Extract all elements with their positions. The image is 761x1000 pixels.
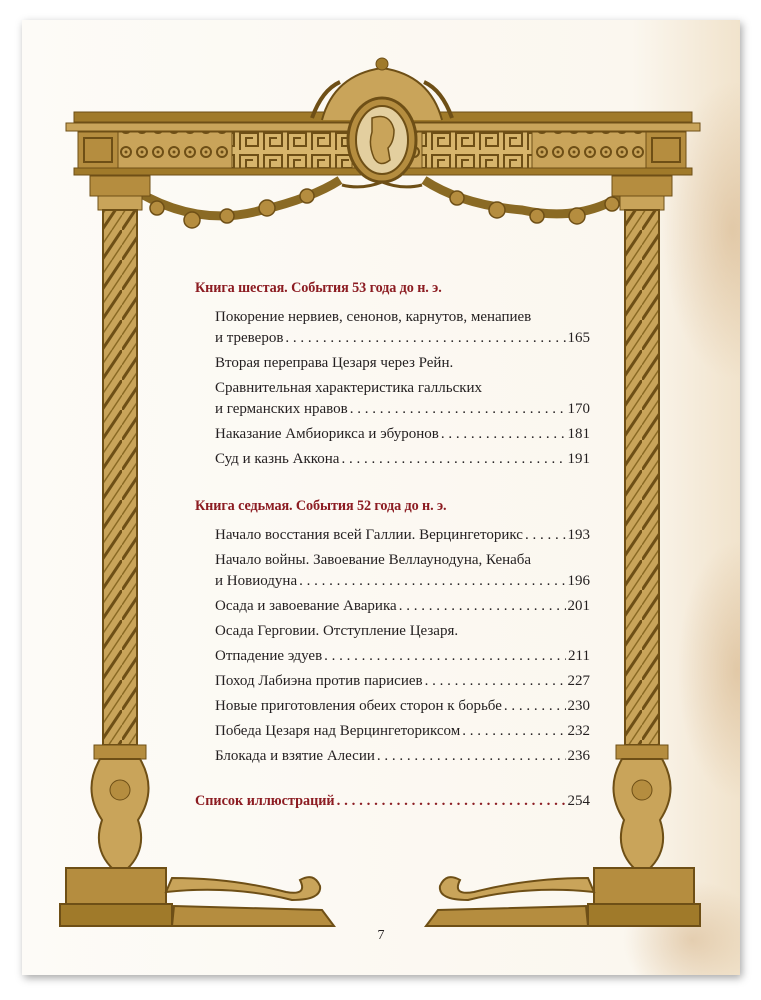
book7-heading: Книга седьмая. События 52 года до н. э. (195, 498, 447, 514)
dot-leader (324, 646, 566, 667)
toc-entry[interactable] (215, 621, 590, 642)
page-number: 7 (377, 928, 385, 943)
toc-entry-title: Отпадение эдуев (215, 648, 323, 664)
toc-entry-title: Осада и завоевание Аварика (215, 598, 397, 614)
toc-entry[interactable] (215, 721, 590, 742)
toc-entry-title: Вторая переправа Цезаря через Рейн. (215, 355, 454, 371)
toc-entry-title: Осада Герговии. Отступление Цезаря. (215, 623, 459, 639)
toc-entry[interactable] (215, 525, 590, 546)
toc-entry-title: Суд и казнь Аккона (215, 451, 340, 467)
dot-leader (399, 596, 566, 617)
toc-entry-page: 193 (567, 527, 590, 543)
toc-entry-title: Начало войны. Завоевание Веллаунодуна, Кенаба (215, 552, 532, 568)
toc-entry[interactable] (215, 550, 590, 592)
toc-entry-page: 232 (567, 723, 590, 739)
toc-entry-title: Сравнительная характеристика галльских (215, 380, 483, 396)
dot-leader (441, 424, 566, 445)
toc-entry[interactable] (215, 378, 590, 420)
toc-entry-page: 211 (568, 648, 590, 664)
toc-entry-page: 227 (567, 673, 590, 689)
dot-leader (341, 449, 565, 470)
illustrations-title: Список иллюстраций (195, 793, 335, 809)
dot-leader (504, 696, 566, 717)
flower-garlands (107, 180, 655, 253)
toc-entry-page: 236 (567, 748, 590, 764)
toc-entry-title: Победа Цезаря над Верцингеториксом (215, 723, 461, 739)
toc-entry-title: Новые приготовления обеих сторон к борьбе (215, 698, 502, 714)
toc-entry-title: и Новиодуна (215, 573, 298, 589)
toc-entry[interactable] (215, 646, 590, 667)
illustrations-page: 254 (567, 793, 590, 809)
toc-entry-page: 165 (567, 330, 590, 346)
toc-entry-title: Покорение нервиев, сенонов, карнутов, менапиев (215, 309, 532, 325)
dot-leader (350, 399, 566, 420)
toc-entry-page: 191 (567, 451, 590, 467)
toc-entry-page: 196 (567, 573, 590, 589)
toc-entry-title: Начало восстания всей Галлии. Верцингеторикс (215, 527, 523, 543)
toc-entry[interactable] (215, 449, 590, 470)
dot-leader (525, 525, 566, 546)
toc-entry-title: Наказание Амбиорикса и эбуронов (215, 426, 439, 442)
dot-leader (377, 746, 566, 767)
toc-entry-page: 181 (567, 426, 590, 442)
dot-leader (299, 571, 565, 592)
toc-entry[interactable] (215, 307, 590, 349)
book6-section (195, 280, 590, 470)
toc-entry-page: 201 (567, 598, 590, 614)
toc-entry-title: и германских нравов (215, 401, 348, 417)
toc-entry[interactable] (215, 671, 590, 692)
toc-entry-title: Блокада и взятие Алесии (215, 748, 375, 764)
toc-entry-page: 230 (567, 698, 590, 714)
book7-section (195, 498, 590, 767)
toc-entry-title: Поход Лабиэна против парисиев (215, 673, 423, 689)
toc-entry[interactable] (215, 746, 590, 767)
dot-leader (337, 791, 566, 812)
toc-entry-page: 170 (567, 401, 590, 417)
book6-heading: Книга шестая. События 53 года до н. э. (195, 280, 442, 296)
table-of-contents (195, 280, 590, 816)
dot-leader (425, 671, 566, 692)
toc-entry[interactable] (215, 596, 590, 617)
illustrations-entry[interactable] (195, 791, 590, 812)
dot-leader (285, 328, 565, 349)
book-page (22, 20, 740, 975)
toc-entry[interactable] (215, 696, 590, 717)
dot-leader (462, 721, 565, 742)
toc-entry[interactable] (215, 424, 590, 445)
toc-entry-title: и треверов (215, 330, 284, 346)
toc-entry[interactable] (215, 353, 590, 374)
